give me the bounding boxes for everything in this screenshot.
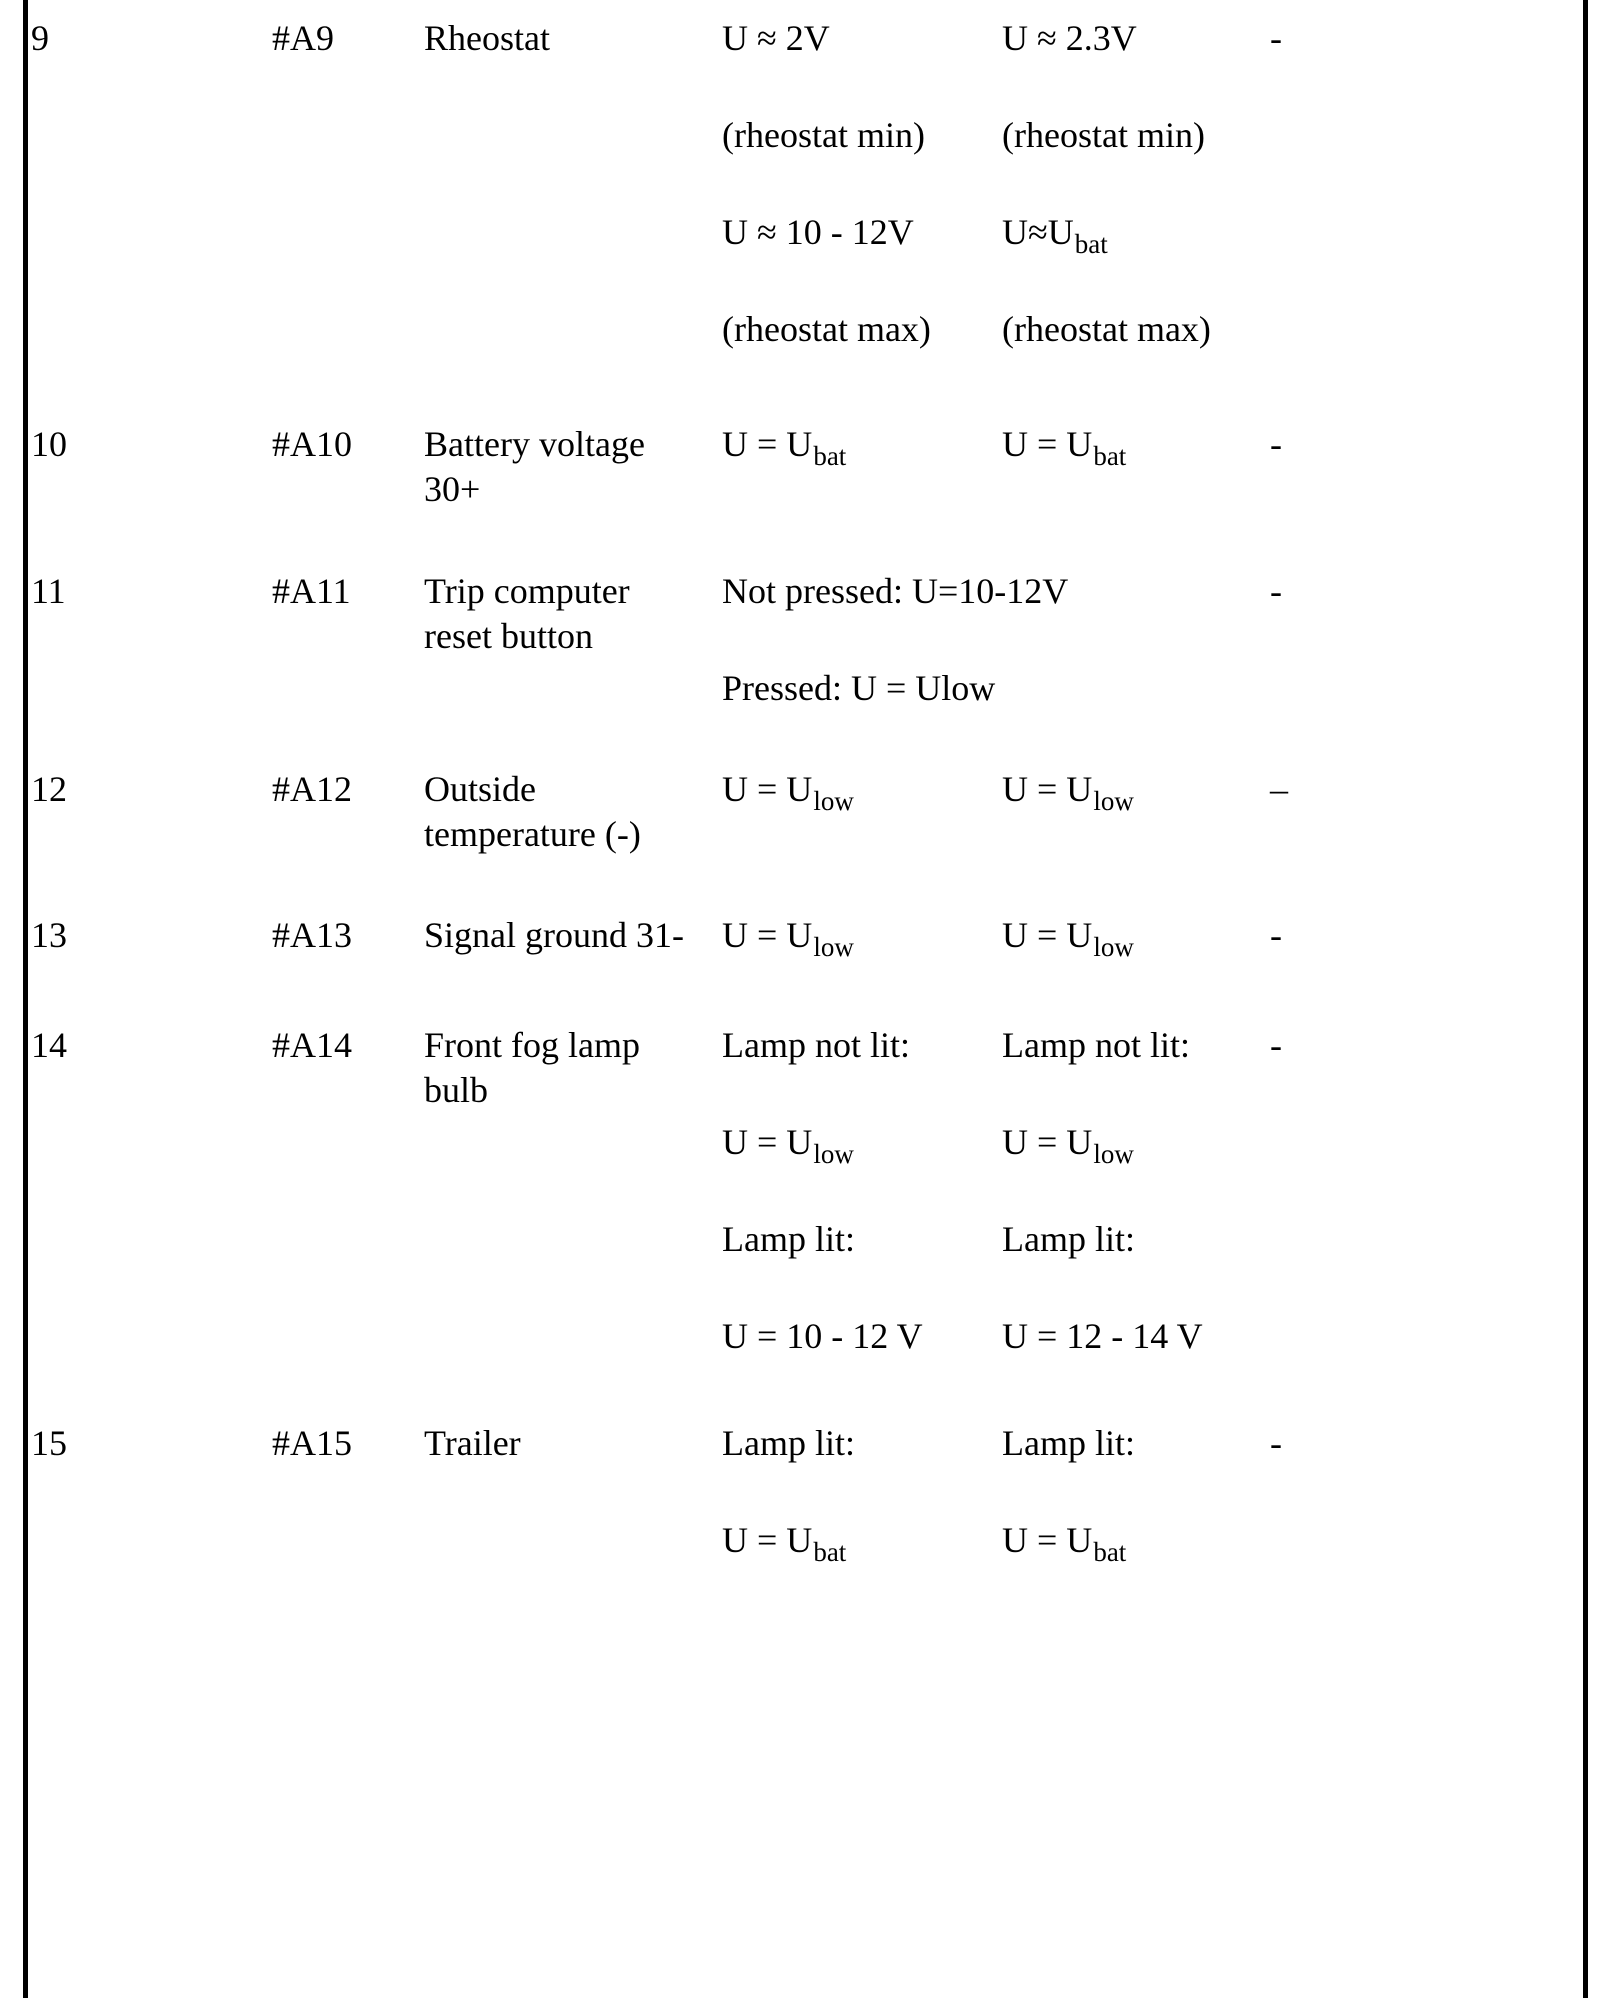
pin-description: temperature (-) (424, 814, 641, 854)
value-col-b (1002, 1119, 1134, 1168)
value-col-a (722, 15, 830, 61)
value-col-a-subscript: low (813, 932, 854, 962)
value-col-a (722, 665, 995, 711)
value-col-a-text: U ≈ 10 - 12V (722, 212, 914, 252)
value-col-b (1002, 1022, 1190, 1068)
value-col-b-text: U = U (1002, 1122, 1093, 1162)
value-col-a-text: U = 10 - 12 V (722, 1316, 923, 1356)
pin-description: Trip computer (424, 571, 630, 611)
pin-description: 30+ (424, 469, 481, 509)
value-col-a (722, 1216, 855, 1262)
value-col-a-text: (rheostat min) (722, 115, 925, 155)
empty-value-dash: - (1270, 424, 1282, 464)
pin-description: Trailer (424, 1423, 521, 1463)
pin-number: 9 (31, 18, 49, 58)
value-col-b-text: U≈U (1002, 212, 1074, 252)
empty-value-dash: - (1270, 571, 1282, 611)
pin-description: Rheostat (424, 18, 550, 58)
pin-description: Front fog lamp (424, 1025, 640, 1065)
value-col-a (722, 112, 925, 158)
value-col-b-text: U ≈ 2.3V (1002, 18, 1137, 58)
value-col-a-subscript: low (813, 1139, 854, 1169)
pin-id: #A10 (272, 424, 352, 464)
value-col-b (1002, 421, 1126, 470)
table-left-border (23, 0, 28, 1998)
pin-id: #A14 (272, 1025, 352, 1065)
value-col-a-text: Lamp lit: (722, 1219, 855, 1259)
pin-number: 13 (31, 915, 67, 955)
value-col-b (1002, 15, 1137, 61)
value-col-a (722, 912, 854, 961)
value-col-b-text: Lamp lit: (1002, 1423, 1135, 1463)
value-col-b-text: U = U (1002, 769, 1093, 809)
value-col-b-text: (rheostat max) (1002, 309, 1211, 349)
pin-description: reset button (424, 616, 593, 656)
value-col-a (722, 421, 846, 470)
pin-description: Outside (424, 769, 536, 809)
value-col-b-text: (rheostat min) (1002, 115, 1205, 155)
value-col-b-subscript: low (1093, 932, 1134, 962)
value-col-a-text: Lamp lit: (722, 1423, 855, 1463)
value-col-a (722, 766, 854, 815)
value-col-a-text: Pressed: U = Ulow (722, 668, 996, 708)
value-col-b-text: Lamp not lit: (1002, 1025, 1190, 1065)
empty-value-dash: - (1270, 1423, 1282, 1463)
value-col-b (1002, 1420, 1135, 1466)
value-col-a-text: U = U (722, 1520, 813, 1560)
value-col-b-subscript: bat (1093, 1537, 1127, 1567)
value-col-a-text: Lamp not lit: (722, 1025, 910, 1065)
value-col-b-subscript: bat (1074, 229, 1108, 259)
value-col-b-text: U = U (1002, 424, 1093, 464)
value-col-a (722, 1420, 855, 1466)
value-col-b-text: U = 12 - 14 V (1002, 1316, 1203, 1356)
value-col-b-text: U = U (1002, 915, 1093, 955)
value-col-a (722, 568, 1068, 614)
table-right-border (1583, 0, 1588, 1998)
value-col-a-text: (rheostat max) (722, 309, 931, 349)
empty-value-dash: - (1270, 1025, 1282, 1065)
value-col-b-subscript: low (1093, 1139, 1134, 1169)
value-col-a-text: Not pressed: U=10-12V (722, 571, 1069, 611)
pin-id: #A13 (272, 915, 352, 955)
empty-value-dash: - (1270, 18, 1282, 58)
value-col-b (1002, 1216, 1135, 1262)
value-col-b (1002, 306, 1211, 352)
value-col-a (722, 209, 914, 255)
value-col-a (722, 1119, 854, 1168)
pin-description: bulb (424, 1070, 489, 1110)
value-col-b (1002, 1517, 1126, 1566)
pin-id: #A9 (272, 18, 334, 58)
value-col-a-subscript: bat (813, 1537, 847, 1567)
value-col-a (722, 306, 931, 352)
value-col-a-text: U = U (722, 424, 813, 464)
value-col-a-text: U = U (722, 1122, 813, 1162)
value-col-b (1002, 112, 1205, 158)
value-col-a (722, 1517, 846, 1566)
pin-id: #A11 (272, 571, 351, 611)
pin-description: Battery voltage (424, 424, 645, 464)
value-col-a (722, 1313, 923, 1359)
value-col-a-subscript: low (813, 786, 854, 816)
pin-description: Signal ground 31- (424, 915, 684, 955)
empty-value-dash: - (1270, 915, 1282, 955)
value-col-b (1002, 912, 1134, 961)
pin-number: 14 (31, 1025, 67, 1065)
value-col-a-text: U ≈ 2V (722, 18, 830, 58)
value-col-b-text: U = U (1002, 1520, 1093, 1560)
pin-number: 12 (31, 769, 67, 809)
value-col-b-subscript: bat (1093, 441, 1127, 471)
value-col-b (1002, 209, 1108, 258)
pin-id: #A12 (272, 769, 352, 809)
value-col-a-subscript: bat (813, 441, 847, 471)
value-col-b-subscript: low (1093, 786, 1134, 816)
value-col-a-text: U = U (722, 915, 813, 955)
value-col-a (722, 1022, 910, 1068)
pin-number: 15 (31, 1423, 67, 1463)
value-col-b-text: Lamp lit: (1002, 1219, 1135, 1259)
pin-id: #A15 (272, 1423, 352, 1463)
pin-number: 11 (31, 571, 66, 611)
pin-number: 10 (31, 424, 67, 464)
value-col-b (1002, 1313, 1203, 1359)
empty-value-dash: – (1270, 769, 1288, 809)
value-col-a-text: U = U (722, 769, 813, 809)
value-col-b (1002, 766, 1134, 815)
